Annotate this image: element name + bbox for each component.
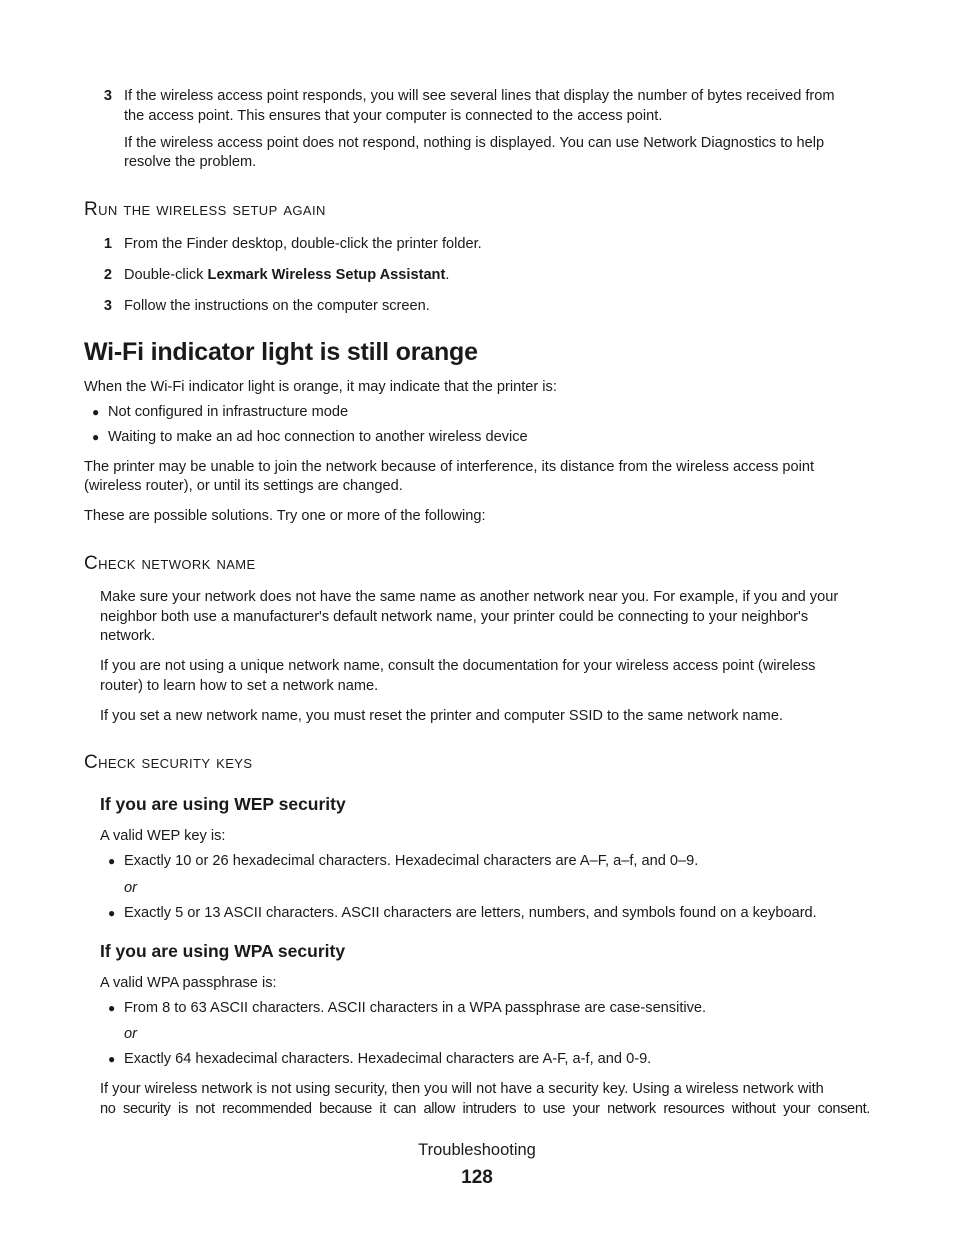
or-separator: or [124, 880, 137, 896]
bullet-item: From 8 to 63 ASCII characters. ASCII characters in a WPA passphrase are case-sensitive. [124, 1000, 707, 1016]
paragraph: A valid WEP key is: [100, 828, 226, 844]
bullet-icon: ● [108, 906, 116, 920]
step-number: 3 [103, 88, 112, 104]
step-number: 1 [103, 236, 112, 252]
bullet-item: Exactly 5 or 13 ASCII characters. ASCII characters are letters, numbers, and symbols found on a keyboard. [124, 905, 817, 921]
step-text [124, 265, 449, 285]
step-text-suffix: . [445, 267, 450, 283]
paragraph: Make sure your network does not have the same name as another network near you. For example, if you and your [100, 589, 839, 605]
bullet-icon: ● [92, 405, 100, 419]
bullet-item: Waiting to make an ad hoc connection to another wireless device [108, 429, 528, 445]
or-separator: or [124, 1026, 137, 1042]
paragraph: no security is not recommended because it can allow intruders to use your network resources without your consent. [100, 1101, 870, 1117]
step-note: resolve the problem. [124, 154, 257, 170]
paragraph: neighbor both use a manufacturer's default network name, your printer could be connecting to your neighbor's [100, 609, 809, 625]
page-number: 128 [461, 1167, 493, 1188]
paragraph: The printer may be unable to join the network because of interference, its distance from the wireless access point [84, 459, 815, 475]
bullet-icon: ● [92, 430, 100, 444]
bullet-item: Exactly 64 hexadecimal characters. Hexadecimal characters are A-F, a-f, and 0-9. [124, 1051, 652, 1067]
paragraph: When the Wi-Fi indicator light is orange, it may indicate that the printer is: [84, 379, 557, 395]
paragraph: A valid WPA passphrase is: [100, 975, 277, 991]
step-text: If the wireless access point responds, you will see several lines that display the number of bytes received from [124, 88, 835, 104]
paragraph: network. [100, 628, 156, 644]
bullet-icon: ● [108, 1052, 116, 1066]
bullet-icon: ● [108, 854, 116, 868]
step-number: 2 [103, 267, 112, 283]
section-heading-network-name: Check network name [84, 553, 256, 574]
step-text-prefix: Double-click [124, 267, 208, 283]
bullet-icon: ● [108, 1001, 116, 1015]
footer-section-label: Troubleshooting [418, 1141, 536, 1159]
bullet-item: Exactly 10 or 26 hexadecimal characters. Hexadecimal characters are A–F, a–f, and 0–9. [124, 853, 699, 869]
subheading-wep: If you are using WEP security [100, 794, 346, 814]
paragraph: If you are not using a unique network name, consult the documentation for your wireless access point (wireless [100, 658, 816, 674]
section-heading-run-setup: Run the wireless setup again [84, 199, 326, 220]
app-name: Lexmark Wireless Setup Assistant [207, 267, 446, 283]
paragraph: (wireless router), or until its settings are changed. [84, 478, 403, 494]
paragraph: If your wireless network is not using security, then you will not have a security key. Using a wireless network with [100, 1081, 824, 1097]
step-text: the access point. This ensures that your computer is connected to the access point. [124, 108, 663, 124]
section-heading-security-keys: Check security keys [84, 752, 253, 773]
step-text: Follow the instructions on the computer screen. [124, 298, 430, 314]
step-note: If the wireless access point does not respond, nothing is displayed. You can use Network Diagnostics to help [124, 135, 825, 151]
paragraph: If you set a new network name, you must reset the printer and computer SSID to the same network name. [100, 708, 783, 724]
step-number: 3 [103, 298, 112, 314]
bullet-item: Not configured in infrastructure mode [108, 404, 349, 420]
paragraph: router) to learn how to set a network name. [100, 678, 379, 694]
page-title: Wi-Fi indicator light is still orange [84, 338, 478, 366]
step-text: From the Finder desktop, double-click the printer folder. [124, 236, 482, 252]
subheading-wpa: If you are using WPA security [100, 941, 346, 961]
paragraph: These are possible solutions. Try one or more of the following: [84, 508, 486, 524]
